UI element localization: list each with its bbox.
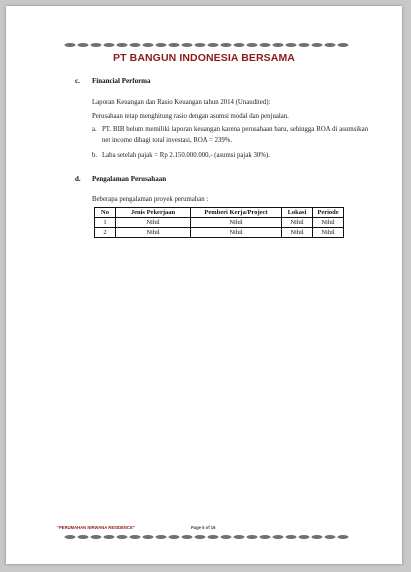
cell-lokasi: Nihil — [282, 218, 313, 228]
list-marker: b. — [92, 152, 98, 159]
cell-periode: Nihil — [313, 228, 344, 238]
cell-periode: Nihil — [313, 218, 344, 228]
footer-decoration — [64, 534, 352, 540]
cell-jenis-pekerjaan: Nihil — [116, 218, 191, 228]
header-no: No — [95, 208, 116, 218]
cell-jenis-pekerjaan: Nihil — [116, 228, 191, 238]
header-periode: Periode — [313, 208, 344, 218]
section-d-label: d. — [75, 175, 81, 183]
header-jenis-pekerjaan: Jenis Pekerjaan — [116, 208, 191, 218]
section-c-title: Financial Performa — [92, 77, 151, 85]
cell-lokasi: Nihil — [282, 228, 313, 238]
experience-table — [94, 207, 344, 238]
section-c-label: c. — [75, 77, 80, 85]
footer-page-number: Page 5 of 16 — [191, 525, 216, 530]
footer-project-name: "PERUMAHAN NIRWANA RESIDENCE" — [57, 525, 135, 530]
financial-report-line: Laporan Keuangan dan Rasio Keuangan tahun 2014 (Unaudited): — [92, 99, 271, 106]
company-title: PT BANGUN INDONESIA BERSAMA — [113, 52, 295, 64]
experience-intro: Beberapa pengalaman proyek perumahan : — [92, 196, 209, 203]
table-header-row — [95, 208, 344, 218]
header-decoration — [64, 42, 352, 48]
header-lokasi: Lokasi — [282, 208, 313, 218]
list-item — [92, 125, 368, 146]
table-row — [95, 218, 344, 228]
ratio-assumption-line: Perusahaan tetap menghitung rasio dengan asumsi modal dan penjualan. — [92, 113, 289, 120]
list-item-text: PT. BIB belum memiliki laporan keuangan karena perusahaan baru, sehingga ROA di asumsikan net income dibagi total investasi, ROA = 239%. — [102, 126, 368, 144]
cell-no: 1 — [95, 218, 116, 228]
section-d-title: Pengalaman Perusahaan — [92, 175, 167, 183]
document-page — [6, 6, 402, 564]
table-row — [95, 228, 344, 238]
cell-no: 2 — [95, 228, 116, 238]
list-item-text: Laba setelah pajak = Rp 2.150.000.000,- (asumsi pajak 30%). — [102, 152, 270, 159]
header-pemberi-kerja: Pemberi Kerja/Project — [191, 208, 282, 218]
list-item — [92, 151, 368, 162]
cell-pemberi-kerja: Nihil — [191, 218, 282, 228]
list-marker: a. — [92, 126, 97, 133]
cell-pemberi-kerja: Nihil — [191, 228, 282, 238]
